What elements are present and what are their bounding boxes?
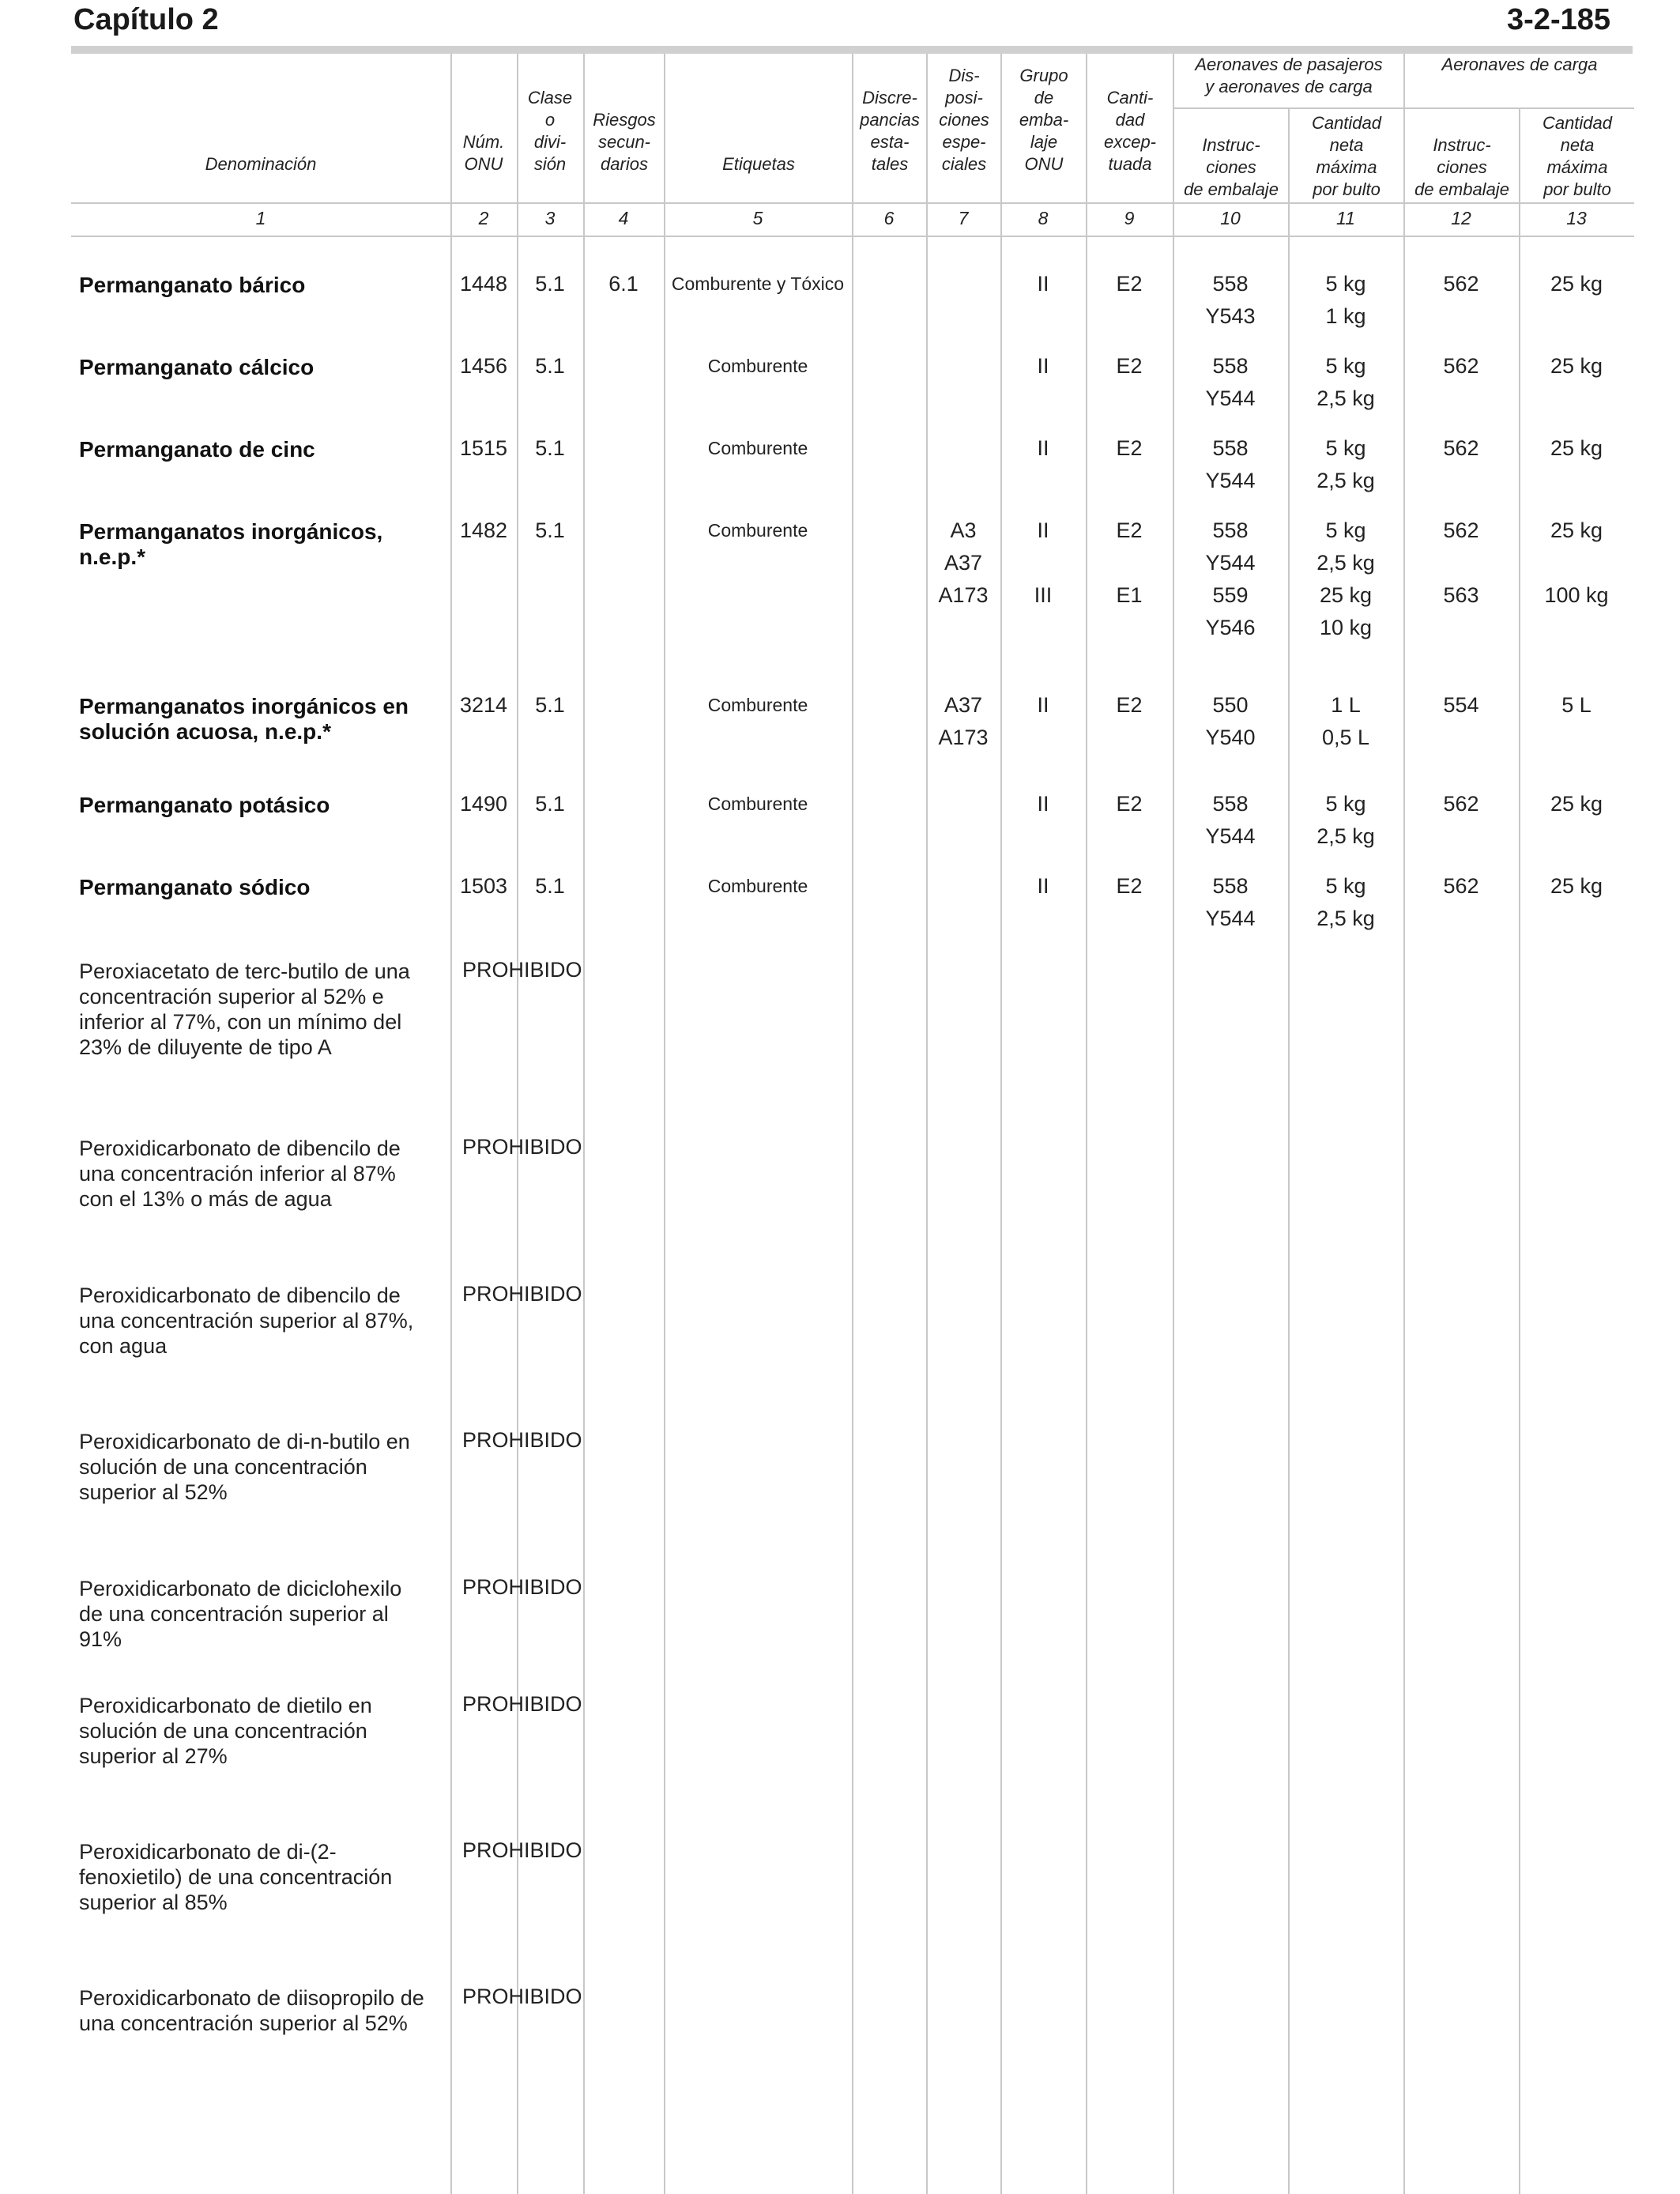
header-riesgos: Riesgos secun- darios — [593, 110, 656, 174]
column-number: 5 — [752, 208, 763, 228]
cargo-max-quantity: 25 kg 100 kg — [1544, 518, 1609, 607]
packing-group: II — [1037, 874, 1049, 898]
substance-name: Peroxidicarbonato de dietilo en solución de una concentración superior al 27% — [79, 1694, 372, 1768]
substance-name: Permanganato cálcico — [79, 355, 315, 379]
header-cantidad-pax: Cantidad neta máxima por bulto — [1311, 113, 1382, 199]
page-number: 3-2-185 — [1507, 3, 1610, 36]
group-header-divider — [1173, 107, 1634, 109]
cargo-packing-instruction: 562 563 — [1443, 518, 1479, 607]
header-instrucciones-pax: Instruc- ciones de embalaje — [1184, 135, 1279, 199]
prohibited-label: PROHIBIDO — [462, 1692, 582, 1716]
column-number: 10 — [1220, 208, 1241, 228]
hazard-label: Comburente — [707, 876, 808, 896]
un-number: 1503 — [459, 874, 508, 898]
passenger-max-quantity: 5 kg 2,5 kg — [1317, 874, 1375, 930]
header-group-passenger: Aeronaves de pasajeros y aeronaves de carga — [1195, 55, 1383, 96]
excepted-quantity: E2 — [1116, 792, 1143, 816]
hazard-label: Comburente — [707, 356, 808, 376]
header-denominacion: Denominación — [205, 154, 317, 174]
substance-name: Peroxiacetato de terc-butilo de una concentración superior al 52% e inferior al 77%, con un mínimo del 23% de diluyente de tipo A — [79, 959, 410, 1059]
passenger-packing-instruction: 558 Y544 — [1205, 354, 1256, 410]
excepted-quantity: E2 — [1116, 874, 1143, 898]
column-number: 13 — [1566, 208, 1587, 228]
excepted-quantity: E2 — [1116, 436, 1143, 460]
passenger-packing-instruction: 558 Y544 — [1205, 874, 1256, 930]
subsidiary-risk: 6.1 — [608, 272, 638, 296]
header-num-onu: Núm. ONU — [462, 132, 505, 174]
substance-name: Peroxidicarbonato de di-(2- fenoxietilo) de una concentración superior al 85% — [79, 1840, 393, 1914]
cargo-packing-instruction: 562 — [1443, 354, 1479, 378]
cargo-max-quantity: 25 kg — [1550, 874, 1603, 898]
column-number: 3 — [544, 208, 556, 228]
cargo-packing-instruction: 562 — [1443, 272, 1479, 296]
header-grupo-embalaje: Grupo de emba- laje ONU — [1019, 66, 1069, 174]
class-division: 5.1 — [535, 518, 565, 542]
hazard-label: Comburente — [707, 794, 808, 814]
passenger-max-quantity: 5 kg 2,5 kg — [1317, 792, 1375, 848]
substance-name: Permanganato de cinc — [79, 437, 315, 462]
un-number: 1490 — [459, 792, 508, 816]
prohibited-label: PROHIBIDO — [462, 1985, 582, 2008]
cargo-packing-instruction: 562 — [1443, 792, 1479, 816]
column-number: 2 — [478, 208, 489, 228]
packing-group: II — [1037, 693, 1049, 717]
substance-name: Permanganato potásico — [79, 793, 330, 817]
passenger-packing-instruction: 550 Y540 — [1205, 693, 1256, 749]
column-separator — [583, 54, 585, 2194]
prohibited-label: PROHIBIDO — [462, 1135, 582, 1159]
hazard-label: Comburente — [707, 438, 808, 458]
passenger-max-quantity: 5 kg 2,5 kg — [1317, 354, 1375, 410]
class-division: 5.1 — [535, 436, 565, 460]
excepted-quantity: E2 E1 — [1116, 518, 1143, 607]
substance-name: Permanganatos inorgánicos, n.e.p.* — [79, 519, 383, 569]
prohibited-label: PROHIBIDO — [462, 1282, 582, 1306]
column-separator — [926, 54, 928, 2194]
cargo-max-quantity: 25 kg — [1550, 792, 1603, 816]
substance-name: Peroxidicarbonato de dibencilo de una concentración inferior al 87% con el 13% o más de agua — [79, 1137, 401, 1211]
substance-name: Peroxidicarbonato de diciclohexilo de una concentración superior al 91% — [79, 1577, 402, 1651]
class-division: 5.1 — [535, 792, 565, 816]
class-division: 5.1 — [535, 693, 565, 717]
header-etiquetas: Etiquetas — [722, 154, 795, 174]
passenger-max-quantity: 5 kg 1 kg — [1325, 272, 1366, 328]
column-number: 1 — [255, 208, 266, 228]
substance-name: Permanganatos inorgánicos en solución acuosa, n.e.p.* — [79, 694, 409, 744]
cargo-packing-instruction: 554 — [1443, 693, 1479, 717]
column-separator — [1519, 107, 1520, 2194]
cargo-max-quantity: 25 kg — [1550, 354, 1603, 378]
column-number: 11 — [1336, 208, 1355, 228]
passenger-max-quantity: 5 kg 2,5 kg — [1317, 436, 1375, 492]
hazard-label: Comburente — [707, 520, 808, 541]
cargo-packing-instruction: 562 — [1443, 436, 1479, 460]
column-number: 8 — [1038, 208, 1049, 228]
passenger-packing-instruction: 558 Y544 — [1205, 436, 1256, 492]
cargo-max-quantity: 25 kg — [1550, 272, 1603, 296]
substance-name: Peroxidicarbonato de dibencilo de una concentración superior al 87%, con agua — [79, 1284, 414, 1358]
un-number: 1482 — [459, 518, 508, 542]
class-division: 5.1 — [535, 354, 565, 378]
prohibited-label: PROHIBIDO — [462, 958, 582, 982]
column-number: 4 — [618, 208, 629, 228]
packing-group: II III — [1034, 518, 1053, 607]
column-separator — [852, 54, 853, 2194]
substance-name: Peroxidicarbonato de di-n-butilo en solución de una concentración superior al 52% — [79, 1430, 410, 1504]
un-number: 1456 — [459, 354, 508, 378]
column-number: 12 — [1451, 208, 1471, 228]
un-number: 1515 — [459, 436, 508, 460]
column-number: 6 — [883, 208, 895, 228]
hazard-label: Comburente y Tóxico — [671, 273, 845, 294]
header-clase: Clase o divi- sión — [527, 88, 573, 174]
packing-group: II — [1037, 792, 1049, 816]
class-division: 5.1 — [535, 874, 565, 898]
excepted-quantity: E2 — [1116, 354, 1143, 378]
excepted-quantity: E2 — [1116, 272, 1143, 296]
passenger-max-quantity: 1 L 0,5 L — [1321, 693, 1370, 749]
substance-name: Permanganato sódico — [79, 875, 311, 899]
excepted-quantity: E2 — [1116, 693, 1143, 717]
un-number: 3214 — [459, 693, 508, 717]
column-number: 7 — [958, 208, 969, 228]
header-cantidad-cargo: Cantidad neta máxima por bulto — [1542, 113, 1613, 199]
column-separator — [1288, 107, 1290, 2194]
prohibited-label: PROHIBIDO — [462, 1575, 582, 1599]
packing-group: II — [1037, 436, 1049, 460]
header-instrucciones-cargo: Instruc- ciones de embalaje — [1414, 135, 1509, 199]
header-group-cargo: Aeronaves de carga — [1441, 55, 1598, 74]
hazard-label: Comburente — [707, 695, 808, 715]
substance-name: Peroxidicarbonato de diisopropilo de una concentración superior al 52% — [79, 1986, 424, 2035]
cargo-packing-instruction: 562 — [1443, 874, 1479, 898]
header-cantidad-exceptuada: Canti- dad excep- tuada — [1103, 88, 1157, 174]
special-provisions: A3 A37 A173 — [938, 518, 989, 607]
un-number: 1448 — [459, 272, 508, 296]
passenger-packing-instruction: 558 Y544 559 Y546 — [1205, 518, 1256, 639]
class-division: 5.1 — [535, 272, 565, 296]
column-number: 9 — [1124, 208, 1135, 228]
cargo-max-quantity: 5 L — [1561, 693, 1591, 717]
substance-name: Permanganato bárico — [79, 273, 306, 297]
prohibited-label: PROHIBIDO — [462, 1838, 582, 1862]
passenger-packing-instruction: 558 Y544 — [1205, 792, 1256, 848]
special-provisions: A37 A173 — [938, 693, 989, 749]
packing-group: II — [1037, 354, 1049, 378]
passenger-max-quantity: 5 kg 2,5 kg 25 kg 10 kg — [1317, 518, 1375, 639]
cargo-max-quantity: 25 kg — [1550, 436, 1603, 460]
prohibited-label: PROHIBIDO — [462, 1428, 582, 1452]
chapter-title: Capítulo 2 — [73, 3, 219, 36]
header-rule — [71, 46, 1633, 54]
column-number-divider — [71, 236, 1634, 237]
header-discrepancias: Discre- pancias esta- tales — [860, 88, 920, 174]
packing-group: II — [1037, 272, 1049, 296]
header-divider — [71, 202, 1634, 204]
header-disposiciones: Dis- posi- ciones espe- ciales — [939, 66, 989, 174]
passenger-packing-instruction: 558 Y543 — [1205, 272, 1256, 328]
